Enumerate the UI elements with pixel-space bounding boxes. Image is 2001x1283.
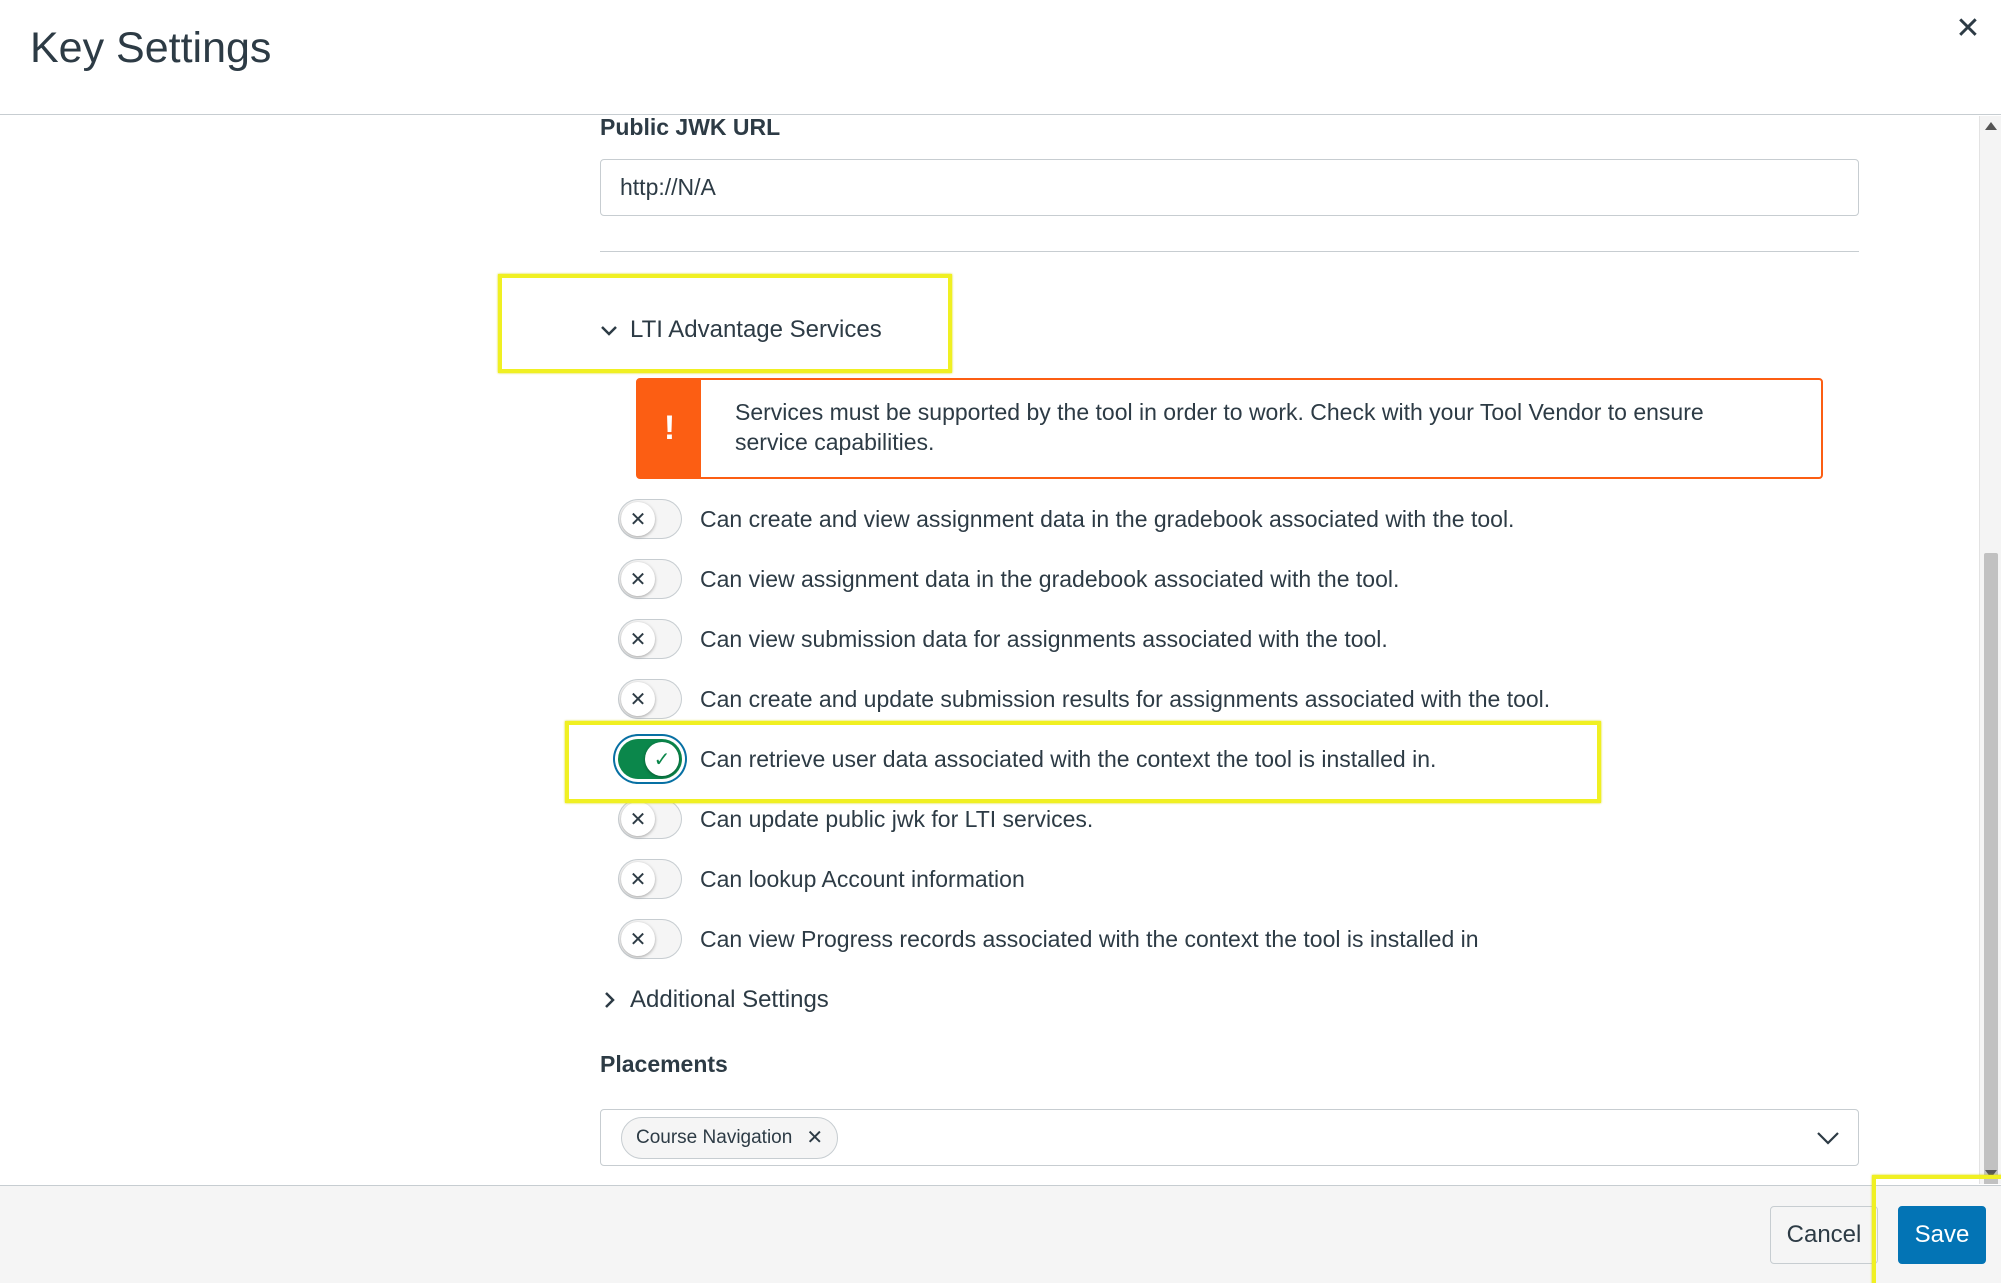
service-label: Can view Progress records associated with the context the tool is installed in (700, 925, 1479, 952)
additional-settings-label: Additional Settings (630, 986, 829, 1013)
service-toggle-switch[interactable] (618, 739, 682, 779)
lti-services-label: LTI Advantage Services (630, 316, 882, 343)
warning-icon: ! (638, 380, 701, 477)
service-label: Can view assignment data in the gradebook associated with the tool. (700, 565, 1400, 592)
service-toggle-switch[interactable] (618, 799, 682, 839)
service-label: Can update public jwk for LTI services. (700, 805, 1094, 832)
service-toggle-switch[interactable] (618, 559, 682, 599)
service-row (618, 494, 1514, 544)
service-label: Can retrieve user data associated with the context the tool is installed in. (700, 745, 1437, 772)
service-row (618, 794, 1093, 844)
x-icon: ✕ (621, 922, 655, 956)
service-toggle-switch[interactable] (618, 619, 682, 659)
modal-body (0, 116, 2001, 1184)
services-warning-alert (636, 378, 1823, 479)
scroll-down-arrow-icon[interactable] (1985, 1170, 1997, 1178)
service-row (618, 734, 1436, 784)
service-label: Can create and view assignment data in the gradebook associated with the tool. (700, 505, 1515, 532)
placement-tag-label: Course Navigation (636, 1126, 793, 1148)
service-label: Can lookup Account information (700, 865, 1025, 892)
x-icon: ✕ (621, 862, 655, 896)
x-icon: ✕ (621, 562, 655, 596)
additional-settings-toggle[interactable] (598, 986, 829, 1014)
modal-footer (0, 1185, 2001, 1283)
x-icon: ✕ (621, 682, 655, 716)
chevron-down-icon (598, 319, 620, 341)
service-row (618, 554, 1399, 604)
jwk-url-label: Public JWK URL (600, 116, 781, 140)
service-toggle-switch[interactable] (618, 499, 682, 539)
service-row (618, 914, 1479, 964)
placements-label: Placements (600, 1051, 728, 1077)
x-icon: ✕ (621, 802, 655, 836)
service-label: Can create and update submission results for assignments associated with the tool. (700, 685, 1551, 712)
chevron-right-icon (598, 989, 620, 1011)
scrollbar[interactable] (1979, 116, 2001, 1184)
alert-message: Services must be supported by the tool in order to work. Check with your Tool Vendor to ensure service capabilities. (735, 399, 1704, 455)
remove-tag-icon[interactable]: ✕ (806, 1127, 824, 1149)
service-row (618, 674, 1550, 724)
scroll-up-arrow-icon[interactable] (1985, 122, 1997, 130)
service-label: Can view submission data for assignments associated with the tool. (700, 625, 1388, 652)
service-toggle-switch[interactable] (618, 919, 682, 959)
x-icon: ✕ (621, 502, 655, 536)
cancel-button[interactable]: Cancel (1770, 1206, 1878, 1264)
divider (600, 251, 1859, 252)
placement-tag (621, 1117, 838, 1159)
service-row (618, 614, 1388, 664)
jwk-url-input[interactable] (600, 159, 1859, 216)
service-row (618, 854, 1025, 904)
lti-services-toggle[interactable] (598, 316, 882, 344)
placements-select[interactable] (600, 1109, 1859, 1166)
modal-header (0, 0, 2001, 115)
check-icon: ✓ (645, 742, 679, 776)
save-button[interactable]: Save (1898, 1206, 1986, 1264)
modal-title: Key Settings (30, 24, 272, 72)
close-icon[interactable]: ✕ (1955, 12, 1981, 45)
chevron-down-icon[interactable] (1816, 1128, 1840, 1148)
scroll-thumb[interactable] (1984, 553, 1998, 1184)
x-icon: ✕ (621, 622, 655, 656)
service-toggle-switch[interactable] (618, 859, 682, 899)
service-toggle-switch[interactable] (618, 679, 682, 719)
